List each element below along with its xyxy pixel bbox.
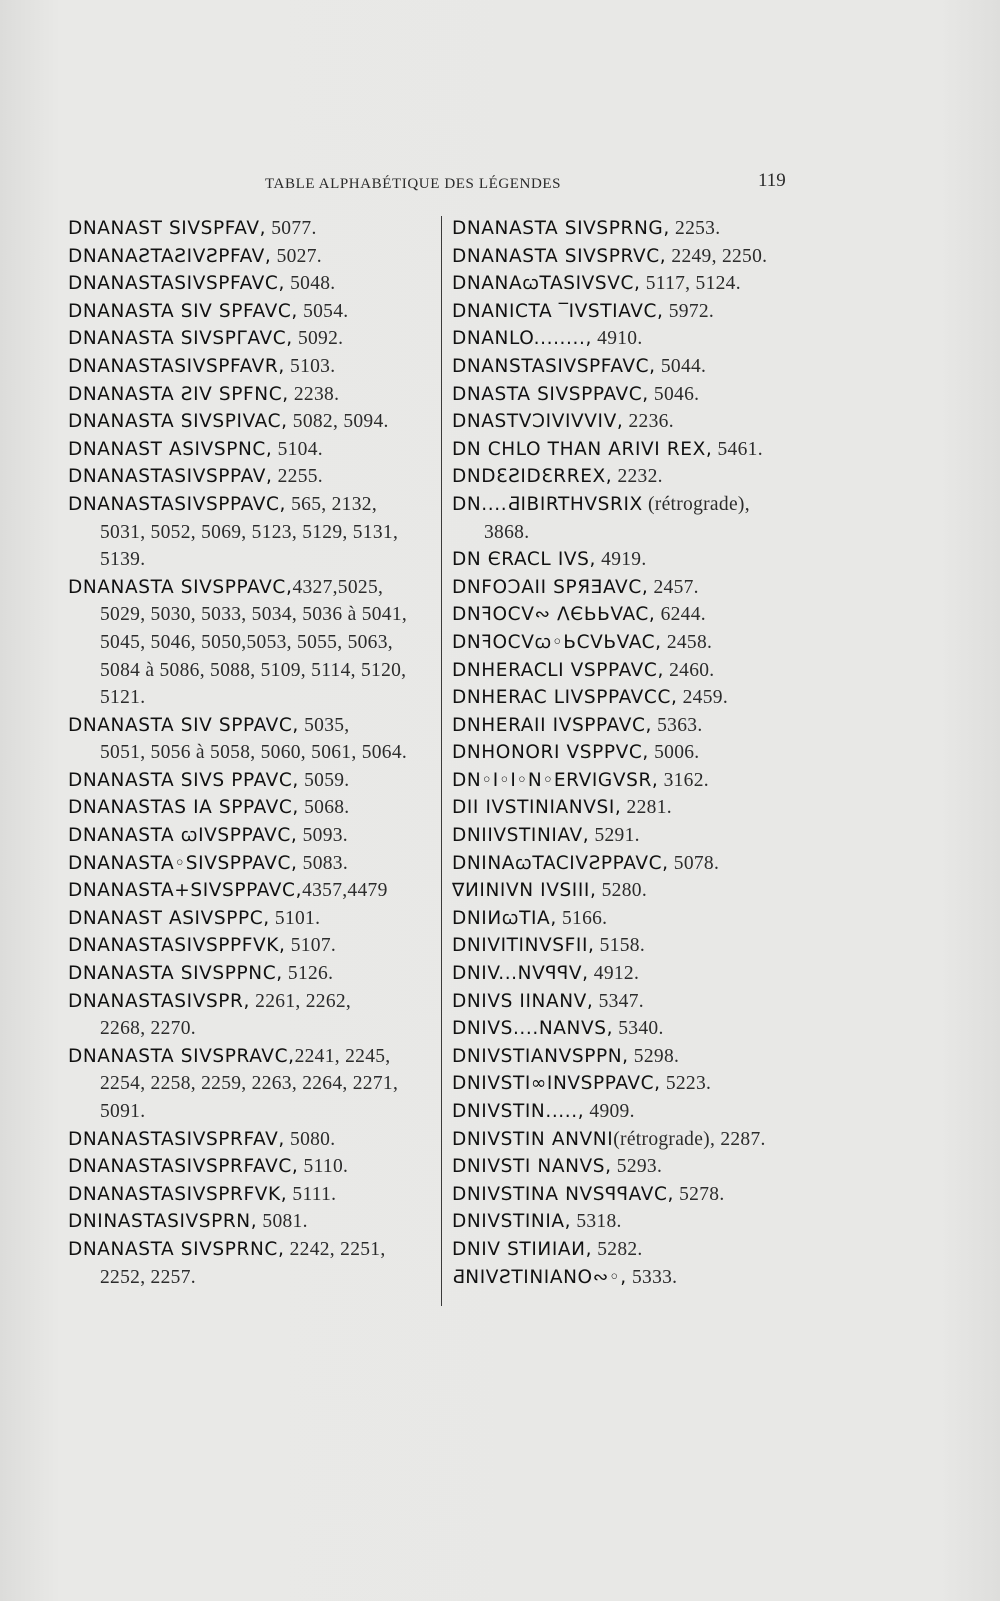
reference-numbers: 5084 à 5086, 5088, 5109, 5114, 5120, (100, 659, 407, 681)
index-entry (452, 850, 812, 878)
reference-numbers: 2252, 2257. (100, 1266, 196, 1288)
index-entry-continuation (68, 1070, 436, 1098)
index-entry (68, 1181, 436, 1209)
index-entry (68, 215, 436, 243)
reference-numbers: 5078. (668, 852, 720, 874)
index-entry (452, 1043, 812, 1071)
index-entry-continuation (68, 601, 436, 629)
reference-numbers: 5080. (284, 1128, 336, 1150)
legend-text: DNANSTASIVSPFAVC, (452, 355, 656, 377)
index-entry (68, 298, 436, 326)
index-entry (452, 767, 812, 795)
legend-text: DNANASTA SIVS PPAVC, (68, 769, 299, 791)
legend-text: DNANASTASIVSPPAVC, (68, 493, 286, 515)
legend-text: DN CHLO THAN ARIVI REX, (452, 438, 713, 460)
legend-text: DNANASTA SIVSPΓAVC, (68, 328, 293, 350)
reference-numbers: 2241, 2245, (294, 1045, 391, 1067)
index-entry (452, 1126, 812, 1154)
index-entry (452, 932, 812, 960)
index-entry (452, 463, 812, 491)
reference-numbers: 2242, 2251, (284, 1238, 386, 1260)
index-entry (452, 574, 812, 602)
legend-text: DNHERACLI VSPPAVC, (452, 659, 664, 681)
legend-text: DNANASTASIVSPRFAVC, (68, 1156, 299, 1178)
index-entry (452, 1153, 812, 1181)
index-entry (68, 932, 436, 960)
legend-text: DNANASTA SIV SPPAVC, (68, 714, 299, 736)
legend-text: DNANASTASIVSPPAV, (68, 466, 273, 488)
index-entry (452, 822, 812, 850)
index-entry (452, 657, 812, 685)
index-entry (68, 822, 436, 850)
legend-text: DNIVSTIN ANVNI (452, 1128, 614, 1150)
reference-numbers: 5031, 5052, 5069, 5123, 5129, 5131, (100, 521, 399, 543)
reference-numbers: (rétrograde), 2287. (613, 1128, 766, 1150)
reference-numbers: 5101. (269, 907, 321, 929)
legend-text: DNANASTA SIV SPFAVC, (68, 300, 298, 322)
reference-numbers: 5083. (297, 852, 349, 874)
reference-numbers: 2236. (623, 411, 674, 433)
reference-numbers: 5054. (297, 300, 349, 322)
legend-text: DNINASTASIVSPRN, (68, 1211, 258, 1233)
index-entry (452, 298, 812, 326)
legend-text: DNANASTASIVSPFAVR, (68, 355, 285, 377)
index-entry (68, 491, 436, 519)
index-entry (68, 712, 436, 740)
reference-numbers: 5077. (266, 218, 317, 239)
reference-numbers: 5103. (284, 355, 336, 377)
index-entry (452, 712, 812, 740)
page-number: 119 (758, 170, 786, 191)
legend-text: DII IVSTINIANVSI, (452, 797, 622, 819)
legend-text: DNHERAII IVSPPAVC, (452, 714, 652, 736)
legend-text: DN....ƋIBIRTHVSRIX (452, 493, 643, 515)
running-head: TABLE ALPHABÉTIQUE DES LÉGENDES (265, 176, 562, 192)
reference-numbers: 5278. (673, 1183, 725, 1205)
index-entry (68, 574, 436, 602)
legend-text: DNINAꞷTACIVƧPPAVC, (452, 852, 669, 874)
reference-numbers: 4327,5025, (292, 576, 384, 598)
reference-numbers: 5126. (282, 963, 334, 985)
legend-text: DNANICTA ‾IVSTIAVC, (452, 300, 664, 322)
reference-numbers: 5347. (593, 990, 644, 1012)
reference-numbers: 2457. (648, 576, 699, 598)
legend-text: DNANAST ASIVSPPC, (68, 907, 270, 929)
index-entry (68, 381, 436, 409)
reference-numbers: 5293. (611, 1156, 663, 1178)
legend-text: DNANAST SIVSPFAV, (68, 218, 267, 239)
reference-numbers: (rétrograde), (642, 493, 750, 515)
reference-numbers: 2459. (677, 687, 729, 709)
reference-numbers: 5111. (287, 1183, 337, 1205)
reference-numbers: 5107. (285, 935, 337, 957)
legend-text: DNHERAC LIVSPPAVCC, (452, 687, 678, 709)
reference-numbers: 5027. (271, 245, 322, 267)
index-entry (452, 684, 812, 712)
index-entry (68, 1126, 436, 1154)
index-entry-continuation (68, 629, 436, 657)
legend-text: DNIИꞷTIA, (452, 907, 557, 929)
legend-text: DNANASTASIVSPRFVK, (68, 1183, 288, 1205)
legend-text: DNꟻOCV∾ ΛЄЬЬVAC, (452, 604, 656, 626)
index-entry (68, 243, 436, 271)
index-entry (68, 905, 436, 933)
legend-text: ƋNIVƧTINIANO∾◦, (452, 1266, 627, 1288)
index-entry (68, 353, 436, 381)
reference-numbers: 2261, 2262, (250, 990, 352, 1012)
index-entry-continuation (68, 519, 436, 547)
index-entry-continuation (68, 1098, 436, 1126)
index-entry (452, 1264, 812, 1292)
reference-numbers: 5035, (298, 714, 350, 736)
legend-text: DNASTVƆIVIVVIV, (452, 411, 624, 433)
reference-numbers: 5082, 5094. (287, 411, 389, 433)
legend-text: DNANASTASIVSPPFVK, (68, 935, 286, 957)
reference-numbers: 5068. (298, 797, 350, 819)
index-entry (452, 905, 812, 933)
legend-text: ∇ИINIVN IVSIII, (452, 880, 597, 902)
reference-numbers: 5051, 5056 à 5058, 5060, 5061, 5064. (100, 742, 408, 764)
reference-numbers: 5363. (651, 714, 703, 736)
index-entry (452, 1015, 812, 1043)
reference-numbers: 5046. (648, 383, 700, 405)
index-entry (68, 877, 436, 905)
reference-numbers: 5092. (292, 328, 344, 350)
legend-text: DNANASTA SIVSPRNC, (68, 1238, 285, 1260)
index-entry (68, 1043, 436, 1071)
index-entry (68, 1153, 436, 1181)
reference-numbers: 2458. (661, 631, 713, 653)
legend-text: DNANASTA SIVSPRVC, (452, 245, 667, 267)
index-entry-continuation (68, 1264, 436, 1292)
reference-numbers: 5045, 5046, 5050,5053, 5055, 5063, (100, 631, 393, 653)
index-entry (452, 960, 812, 988)
reference-numbers: 565, 2132, (285, 493, 378, 515)
legend-text: DNANASTA ꞷIVSPPAVC, (68, 825, 298, 847)
legend-text: DNANASTA SIVSPPAVC, (68, 576, 293, 598)
reference-numbers: 5121. (100, 687, 146, 709)
index-entry (68, 325, 436, 353)
index-entry (452, 353, 812, 381)
legend-text: DNANASTA+SIVSPPAVC, (68, 880, 303, 902)
reference-numbers: 2254, 2258, 2259, 2263, 2264, 2271, (100, 1073, 399, 1095)
legend-text: DNIVSTINA NVSꟼꟼAVC, (452, 1183, 674, 1205)
legend-text: DNANASTA◦SIVSPPAVC, (68, 852, 298, 874)
index-entry (452, 325, 812, 353)
reference-numbers: 5006. (648, 742, 700, 764)
reference-numbers: 5093. (297, 825, 348, 847)
legend-text: DN◦I◦I◦N◦ERVIGVSR, (452, 769, 659, 791)
reference-numbers: 6244. (655, 604, 706, 626)
index-entry (452, 877, 812, 905)
legend-text: DNIV STIИIAИ, (452, 1238, 593, 1260)
index-column-right (452, 215, 812, 1291)
index-entry (68, 794, 436, 822)
index-entry (452, 546, 812, 574)
reference-numbers: 4909. (584, 1101, 635, 1122)
legend-text: DNANASTASIVSPFAVC, (68, 273, 285, 295)
reference-numbers: 4919. (595, 549, 647, 571)
reference-numbers: 5081. (257, 1211, 308, 1233)
reference-numbers: 2232. (612, 466, 663, 488)
reference-numbers: 5972. (663, 300, 715, 322)
reference-numbers: 3868. (484, 521, 530, 543)
legend-text: DNIVS IINANV, (452, 990, 594, 1012)
column-divider (441, 216, 442, 1306)
reference-numbers: 5139. (100, 549, 146, 571)
index-entry-continuation (452, 519, 812, 547)
index-entry (68, 436, 436, 464)
reference-numbers: 5280. (596, 880, 648, 902)
legend-text: DNANLO........, (452, 328, 592, 350)
reference-numbers: 2268, 2270. (100, 1018, 196, 1040)
index-entry (68, 270, 436, 298)
legend-text: DNANAꞷTASIVSVC, (452, 273, 641, 295)
legend-text: DNIVSTIN....., (452, 1101, 585, 1122)
index-entry (452, 270, 812, 298)
reference-numbers: 5048. (284, 273, 336, 295)
index-entry (452, 601, 812, 629)
index-entry (68, 1236, 436, 1264)
legend-text: DNANASTA SIVSPPNC, (68, 963, 283, 985)
legend-text: DNIVSTI∞INVSPPAVC, (452, 1073, 661, 1095)
reference-numbers: 5091. (100, 1101, 146, 1122)
index-entry (68, 463, 436, 491)
reference-numbers: 5340. (613, 1018, 664, 1040)
reference-numbers: 2249, 2250. (666, 245, 768, 267)
reference-numbers: 2238. (288, 383, 340, 405)
reference-numbers: 5291. (589, 825, 640, 847)
legend-text: DNANASTA SIVSPRAVC, (68, 1045, 295, 1067)
reference-numbers: 5166. (556, 907, 608, 929)
reference-numbers: 5333. (626, 1266, 678, 1288)
legend-text: DNHONORI VSPPVC, (452, 742, 649, 764)
legend-text: DNANASTA SIVSPIVAC, (68, 411, 288, 433)
legend-text: DNANASTASIVSPR, (68, 990, 250, 1012)
reference-numbers: 5158. (594, 935, 646, 957)
index-entry (68, 988, 436, 1016)
reference-numbers: 2253. (669, 218, 721, 239)
index-entry (452, 215, 812, 243)
reference-numbers: 5298. (628, 1045, 680, 1067)
reference-numbers: 5282. (592, 1238, 643, 1260)
index-entry-continuation (68, 546, 436, 574)
legend-text: DNANASTAS IA SPPAVC, (68, 797, 299, 819)
reference-numbers: 4910. (591, 328, 643, 350)
index-entry (68, 767, 436, 795)
reference-numbers: 5318. (571, 1211, 622, 1233)
reference-numbers: 4912. (588, 963, 640, 985)
index-entry (452, 436, 812, 464)
reference-numbers: 5104. (272, 438, 323, 460)
legend-text: DNIVS....NANVS, (452, 1018, 614, 1040)
legend-text: DNANAƧTAƧIVƧPFAV, (68, 245, 272, 267)
reference-numbers: 5223. (660, 1073, 712, 1095)
index-entry (68, 1208, 436, 1236)
reference-numbers: 2460. (663, 659, 715, 681)
index-entry (452, 1070, 812, 1098)
legend-text: DNDƐƧIDƐRREX, (452, 466, 613, 488)
index-entry (452, 988, 812, 1016)
reference-numbers: 5117, 5124. (640, 273, 741, 295)
legend-text: DNFOƆAII SPЯƎAVC, (452, 576, 649, 598)
reference-numbers: 5029, 5030, 5033, 5034, 5036 à 5041, (100, 604, 408, 626)
index-entry (452, 794, 812, 822)
index-entry (452, 491, 812, 519)
reference-numbers: 2281. (621, 797, 672, 819)
index-entry (452, 1236, 812, 1264)
legend-text: DNIVSTINIA, (452, 1211, 572, 1233)
index-entry-continuation (68, 739, 436, 767)
index-entry (452, 1208, 812, 1236)
legend-text: DNIV...NVꟼꟼV, (452, 963, 589, 985)
index-entry (452, 243, 812, 271)
index-entry (452, 381, 812, 409)
legend-text: DNIIVSTINIAV, (452, 825, 590, 847)
index-entry (452, 408, 812, 436)
legend-text: DNIVITINVSFII, (452, 935, 595, 957)
reference-numbers: 5110. (298, 1156, 349, 1178)
legend-text: DNIVSTI NANVS, (452, 1156, 612, 1178)
index-entry (452, 739, 812, 767)
legend-text: DNANASTA SIVSPRNG, (452, 218, 670, 239)
index-entry (68, 408, 436, 436)
reference-numbers: 4357,4479 (302, 880, 388, 902)
legend-text: DNANASTA ƧIV SPFNC, (68, 383, 289, 405)
reference-numbers: 2255. (272, 466, 323, 488)
index-entry-continuation (68, 684, 436, 712)
legend-text: DNꟻOCVꞷ◦ЬCVЬVAC, (452, 631, 662, 653)
index-entry-continuation (68, 657, 436, 685)
legend-text: DNANAST ASIVSPNC, (68, 438, 273, 460)
index-entry (452, 1098, 812, 1126)
legend-text: DNASTA SIVSPPAVC, (452, 383, 649, 405)
legend-text: DN ЄRACL IVS, (452, 549, 596, 571)
reference-numbers: 5461. (712, 438, 763, 460)
reference-numbers: 5059. (298, 769, 350, 791)
index-entry-continuation (68, 1015, 436, 1043)
legend-text: DNIVSTIANVSPPN, (452, 1045, 629, 1067)
index-column-left (68, 215, 436, 1291)
index-entry (452, 1181, 812, 1209)
index-entry (68, 960, 436, 988)
index-entry (68, 850, 436, 878)
reference-numbers: 5044. (655, 355, 707, 377)
reference-numbers: 3162. (658, 769, 709, 791)
legend-text: DNANASTASIVSPRFAV, (68, 1128, 285, 1150)
index-entry (452, 629, 812, 657)
